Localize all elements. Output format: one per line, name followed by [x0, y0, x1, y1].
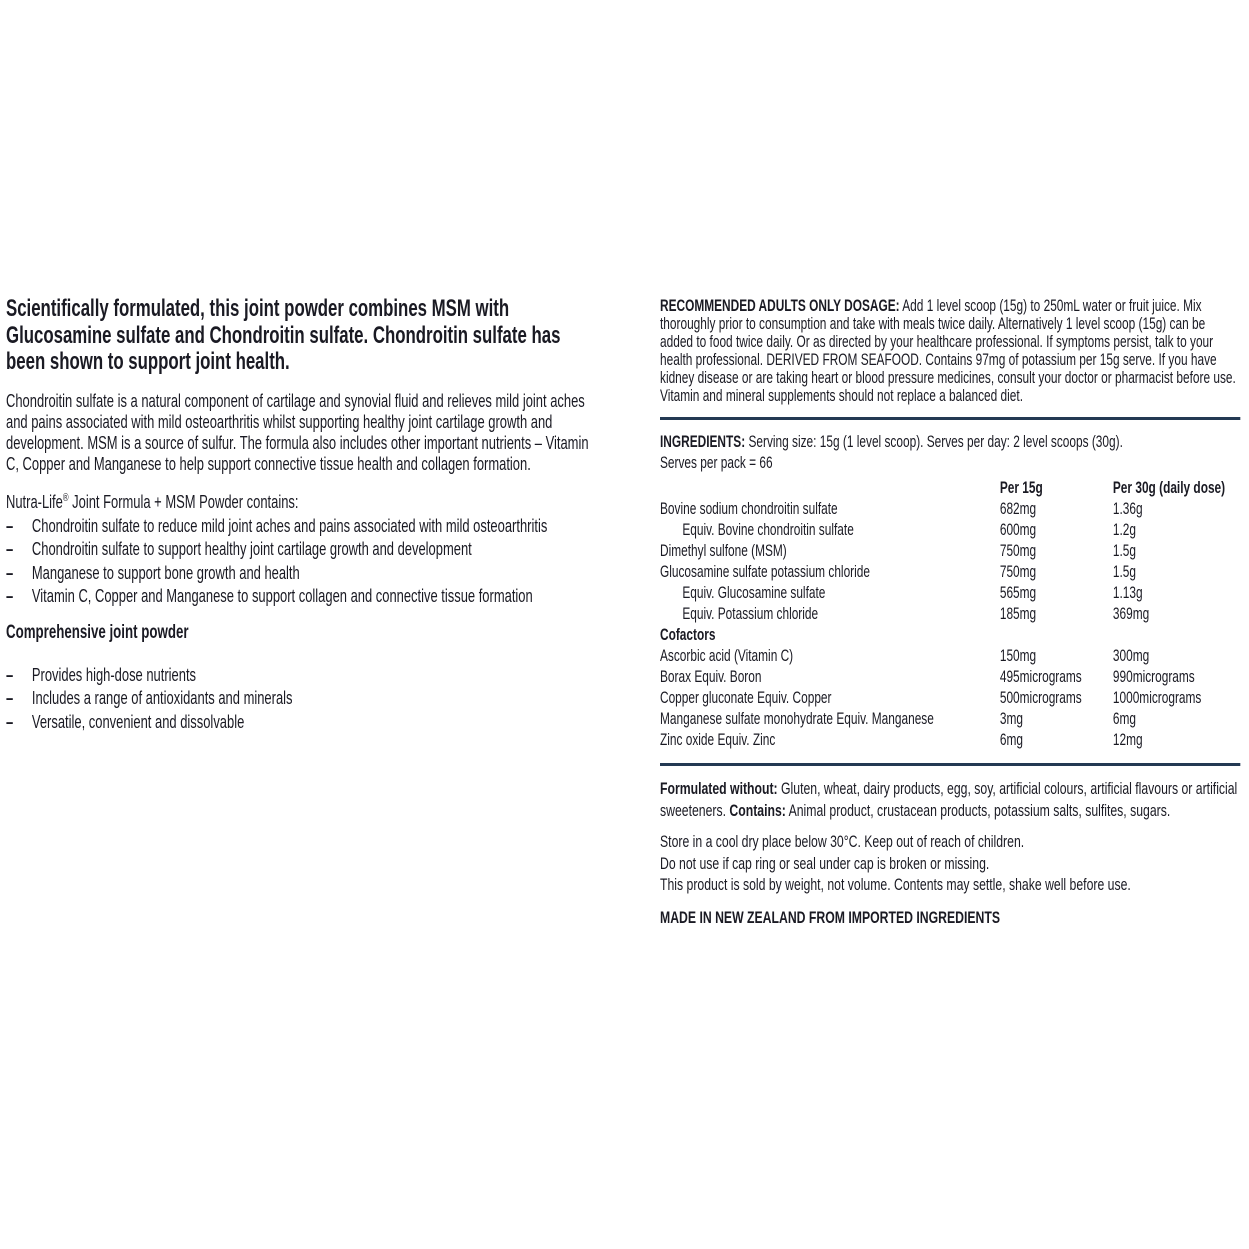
dosage-text: Add 1 level scoop (15g) to 250mL water or fruit juice. Mix thoroughly prior to consumption and take with meals twice daily. Alternatively 1 level scoop (15g) can be added to food twice daily. Or as directed by your healthcare professional. If symptoms persist, talk to your health professional. DERIVED FROM SEAFOOD. Contains 97mg of potassium per 15g serve. If you have kidney disease or are taking heart or blood pressure medicines, consult your doctor or pharmacist before use. Vitamin and mineral supplements should not replace a balanced diet. [660, 297, 1236, 405]
table-row [660, 520, 1240, 541]
left-column [6, 296, 593, 733]
dash-bullet-icon: – [6, 585, 14, 606]
ingredients-intro [660, 432, 1240, 453]
list-item-text: Chondroitin sulfate to reduce mild joint aches and pains associated with mild osteoarthritis [31, 514, 548, 536]
formulated-without-label: Formulated without: [660, 779, 778, 798]
ingredient-name: Dimethyl sulfone (MSM) [660, 542, 787, 560]
per-15g-header: Per 15g [999, 479, 1043, 497]
product-contains-line [6, 491, 593, 512]
table-row [660, 541, 1240, 562]
ingredient-name: Bovine sodium chondroitin sulfate [660, 500, 838, 518]
ingredient-name: Equiv. Potassium chloride [682, 605, 819, 623]
dosage-paragraph [660, 297, 1240, 405]
ingredients-table [660, 478, 1240, 751]
per-30g-value: 1.5g [1112, 563, 1137, 581]
table-body [660, 499, 1240, 751]
list-item-text: Provides high-dose nutrients [31, 663, 197, 685]
per-30g-value: 12mg [1112, 731, 1143, 749]
per-30g-value: 1.2g [1112, 521, 1137, 539]
ingredient-name: Equiv. Glucosamine sulfate [682, 584, 826, 602]
ingredients-label: INGREDIENTS: [660, 433, 746, 451]
right-column [660, 297, 1240, 945]
ingredient-name: Copper gluconate Equiv. Copper [660, 689, 832, 707]
list-item [6, 710, 593, 734]
made-in-statement: MADE IN NEW ZEALAND FROM IMPORTED INGREDIENTS [660, 907, 1000, 927]
table-row [660, 604, 1240, 625]
table-row [660, 730, 1240, 751]
per-15g-value: 750mg [999, 542, 1037, 560]
per-15g-value: 500micrograms [999, 689, 1082, 707]
per-30g-value: 1.13g [1112, 584, 1143, 602]
dash-bullet-icon: – [6, 561, 14, 583]
table-row [660, 583, 1240, 604]
per-15g-value: 565mg [999, 584, 1037, 602]
table-row [660, 646, 1240, 667]
brand-name: Nutra-Life [6, 490, 63, 512]
table-row [660, 499, 1240, 520]
per-30g-value [1113, 625, 1240, 646]
dash-bullet-icon: – [6, 663, 14, 685]
per-15g-value: 600mg [999, 521, 1037, 539]
per-30g-value: 1.5g [1112, 542, 1137, 560]
headline: Scientifically formulated, this joint powder combines MSM with Glucosamine sulfate and Chondroitin sulfate. Chondroitin sulfate has been shown to support joint health. [6, 295, 561, 375]
per-15g-value: 750mg [999, 563, 1037, 581]
registered-trademark-icon: ® [62, 491, 69, 504]
per-15g-value: 185mg [999, 605, 1037, 623]
per-15g-value [1000, 625, 1113, 646]
per-30g-value: 1.36g [1112, 500, 1143, 518]
comprehensive-title: Comprehensive joint powder [6, 621, 189, 643]
dash-bullet-icon: – [6, 538, 14, 559]
divider-rule [660, 763, 1240, 766]
contains-label: Contains: [729, 800, 786, 820]
list-item-text: Chondroitin sulfate to support healthy joint cartilage growth and development [31, 538, 472, 559]
storage-line: This product is sold by weight, not volume. Contents may settle, shake well before use. [660, 875, 1131, 894]
dosage-label: RECOMMENDED ADULTS ONLY DOSAGE: [660, 297, 900, 315]
list-item-text: Includes a range of antioxidants and minerals [31, 687, 293, 708]
per-30g-header: Per 30g (daily dose) [1112, 479, 1226, 497]
per-15g-value: 6mg [999, 731, 1023, 749]
per-30g-value: 369mg [1112, 605, 1150, 623]
ingredient-name: Borax Equiv. Boron [660, 668, 762, 686]
formulated-paragraph [660, 778, 1240, 821]
table-row [660, 688, 1240, 709]
ingredient-name: Cofactors [660, 626, 716, 644]
list-item [6, 561, 593, 585]
dash-bullet-icon: – [6, 687, 14, 708]
dash-bullet-icon: – [6, 514, 14, 536]
storage-line: Store in a cool dry place below 30°C. Keep out of reach of children. [660, 832, 1025, 851]
ingredient-name: Glucosamine sulfate potassium chloride [660, 563, 870, 581]
list-item-text: Vitamin C, Copper and Manganese to support collagen and connective tissue formation [31, 585, 533, 606]
per-15g-value: 3mg [999, 710, 1023, 728]
per-30g-value: 990micrograms [1112, 668, 1195, 686]
per-15g-value: 682mg [999, 500, 1037, 518]
list-item [6, 537, 593, 561]
list-item [6, 686, 593, 710]
ingredient-name: Equiv. Bovine chondroitin sulfate [682, 521, 854, 539]
table-row [660, 709, 1240, 730]
per-30g-value: 300mg [1112, 647, 1150, 665]
list-item-text: Manganese to support bone growth and health [31, 561, 300, 583]
divider-rule [660, 417, 1240, 420]
ingredient-name: Zinc oxide Equiv. Zinc [660, 731, 776, 749]
per-30g-value: 1000micrograms [1112, 689, 1202, 707]
table-row [660, 625, 1240, 646]
per-15g-value: 150mg [999, 647, 1037, 665]
ingredient-name: Ascorbic acid (Vitamin C) [660, 647, 794, 665]
contains-list [6, 514, 593, 608]
dash-bullet-icon: – [6, 710, 14, 732]
contains-text: Animal product, crustacean products, potassium salts, sulfites, sugars. [788, 800, 1171, 820]
list-item-text: Versatile, convenient and dissolvable [31, 710, 245, 732]
table-row [660, 562, 1240, 583]
per-15g-value: 495micrograms [999, 668, 1082, 686]
contains-suffix: Joint Formula + MSM Powder contains: [68, 490, 299, 512]
storage-notes [660, 831, 1240, 896]
formulated-without-text: Gluten, wheat, dairy products, egg, soy, artificial colours, artificial flavours or artificial sweeteners. [660, 779, 1238, 820]
list-item [6, 514, 593, 538]
serves-per-pack: Serves per pack = 66 [660, 454, 773, 472]
header-spacer [660, 478, 1000, 499]
list-item [6, 584, 593, 608]
per-30g-value: 6mg [1112, 710, 1136, 728]
serving-info: Serving size: 15g (1 level scoop). Serves per day: 2 level scoops (30g). [748, 433, 1123, 451]
comprehensive-list [6, 663, 593, 734]
table-row [660, 667, 1240, 688]
intro-paragraph: Chondroitin sulfate is a natural component of cartilage and synovial fluid and relieves mild joint aches and pains associated with mild osteoarthritis whilst supporting healthy joint cartilage growth and development. MSM is a source of sulfur. The formula also includes other important nutrients – Vitamin C, Copper and Manganese to help support connective tissue health and collagen formation. [6, 389, 589, 474]
ingredient-name: Manganese sulfate monohydrate Equiv. Manganese [660, 710, 934, 728]
storage-line: Do not use if cap ring or seal under cap is broken or missing. [660, 853, 990, 873]
table-header-row [660, 478, 1240, 499]
list-item [6, 663, 593, 687]
